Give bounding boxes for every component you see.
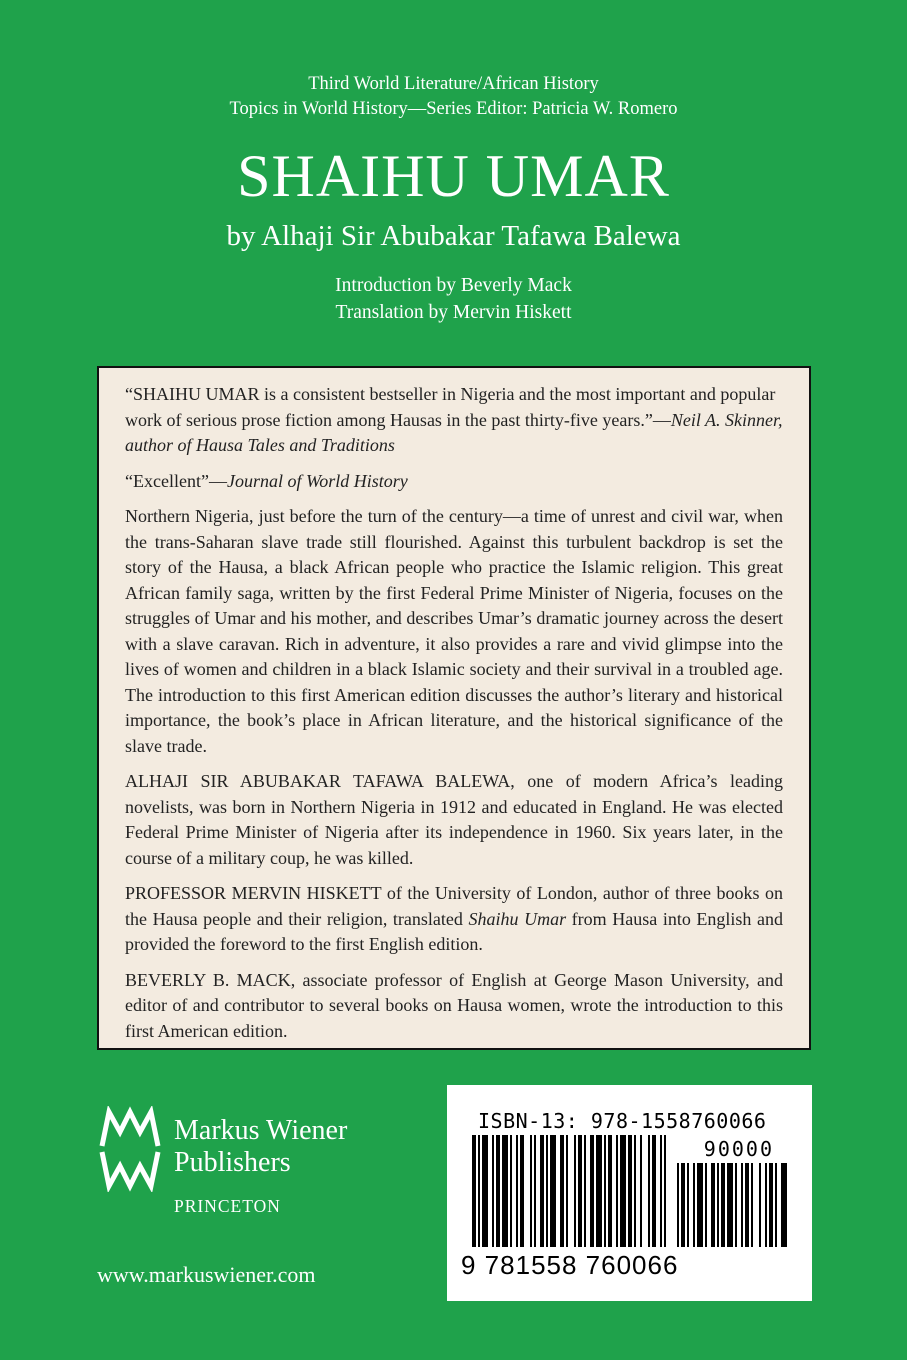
introducer-bio: BEVERLY B. MACK, associate professor of English at George Mason University, and editor of and contributor to several books on Hausa women, wrote the introduction to this first American edition. (125, 969, 783, 1041)
price-code: 90000 (703, 1137, 774, 1161)
translator-bio-part-b: from Hausa into English and provided the foreword to the first English edition. (125, 908, 783, 954)
barcode-bar (628, 1135, 632, 1247)
barcode-bar (546, 1135, 548, 1247)
addon-bar (677, 1163, 679, 1247)
barcode-bar (596, 1135, 602, 1247)
review-quote-1 (125, 382, 783, 459)
publisher-city: PRINCETON (174, 1196, 281, 1216)
addon-bar (751, 1163, 753, 1247)
translator-bio (125, 881, 783, 958)
series-line-1: Third World Literature/African History (308, 74, 599, 94)
addon-bar (711, 1163, 715, 1247)
ean-digits: 9 781558 760066 (461, 1250, 679, 1280)
barcode-bar (482, 1135, 488, 1247)
barcode-bar (574, 1135, 576, 1247)
barcode-bar (492, 1135, 494, 1247)
quote-1-text: “SHAIHU UMAR is a consistent bestseller in Nigeria and the most important and popular work of serious prose fiction among Hausas in the past thirty-five years.”— (125, 384, 776, 430)
barcode-bar (590, 1135, 594, 1247)
translator-bio-title: Shaihu Umar (468, 908, 567, 929)
barcode-bar (652, 1135, 656, 1247)
author-bio: ALHAJI SIR ABUBAKAR TAFAWA BALEWA, one of modern Africa’s leading novelists, was born in Northern Nigeria in 1912 and educated in England. He was elected Federal Prime Minister of Nigeria after its independence in 1960. Six years later, in the course of a military coup, he was killed. (125, 771, 783, 868)
barcode-bar (584, 1135, 586, 1247)
barcode-bar (534, 1135, 536, 1247)
barcode-bar (560, 1135, 564, 1247)
publisher-url: www.markuswiener.com (97, 1262, 316, 1287)
barcode-bar (634, 1135, 636, 1247)
series-info (0, 72, 907, 122)
addon-bar (735, 1163, 737, 1247)
publisher-name (174, 1115, 347, 1179)
quote-2-text: “Excellent”— (125, 470, 227, 491)
addon-bar (775, 1163, 777, 1247)
intro-credit: Introduction by Beverly Mack (335, 275, 572, 296)
addon-bar (697, 1163, 703, 1247)
publisher-name-line-1: Markus Wiener (174, 1115, 348, 1146)
barcode-bar (478, 1135, 480, 1247)
addon-bar (745, 1163, 749, 1247)
book-title: SHAIHU UMAR (237, 143, 670, 209)
barcode-bar (664, 1135, 666, 1247)
barcode-bar (660, 1135, 662, 1247)
barcode-bar (648, 1135, 650, 1247)
barcode-bar (496, 1135, 500, 1247)
isbn-label: ISBN-13: 978-1558760066 (478, 1109, 767, 1133)
barcode-bar (608, 1135, 612, 1247)
translation-credit: Translation by Mervin Hiskett (335, 302, 572, 323)
addon-bar (727, 1163, 733, 1247)
addon-bar (693, 1163, 695, 1247)
addon-bar (769, 1163, 773, 1247)
barcode-bar (604, 1135, 606, 1247)
barcode-bar (502, 1135, 508, 1247)
book-description: Northern Nigeria, just before the turn of the century—a time of unrest and civil war, when the trans-Saharan slave trade still flourished. Against this turbulent backdrop is set the story of the Hausa, a black African people who practice the Islamic religion. This great African family saga, written by the first Federal Prime Minister of Nigeria, focuses on the struggles of Umar and his mother, and describes Umar’s dramatic journey across the desert with a slave caravan. Rich in adventure, it also provides a rare and vivid glimpse into the lives of women and children in a black Islamic society and their survival in a troubled age. The introduction to this first American edition discusses the author’s literary and historical importance, the book’s place in African literature, and the historical significance of the slave trade. (125, 506, 783, 756)
series-line-2: Topics in World History—Series Editor: Patricia W. Romero (229, 99, 678, 119)
barcode-bar (520, 1135, 524, 1247)
barcode-bar (540, 1135, 544, 1247)
barcode-bar (510, 1135, 512, 1247)
addon-bar (721, 1163, 725, 1247)
barcode-bar (620, 1135, 626, 1247)
addon-bar (741, 1163, 743, 1247)
barcode-bar (516, 1135, 518, 1247)
barcode-bar (616, 1135, 618, 1247)
blurb-panel (97, 366, 811, 1050)
review-quote-2 (125, 469, 783, 495)
credits (0, 272, 907, 326)
mw-monogram-icon (97, 1106, 163, 1192)
barcode-bar (578, 1135, 582, 1247)
barcode-bar (550, 1135, 556, 1247)
translator-bio-part-a: PROFESSOR MERVIN HISKETT of the University of London, author of three books on the Hausa people and their religion, translated (125, 883, 783, 929)
barcode-bar (472, 1135, 476, 1247)
barcode-bar (530, 1135, 532, 1247)
publisher-name-line-2: Publishers (174, 1147, 291, 1178)
quote-2-source: Journal of World History (226, 470, 408, 491)
book-author: by Alhaji Sir Abubakar Tafawa Balewa (226, 220, 681, 252)
addon-bar (759, 1163, 761, 1247)
barcode-bar (566, 1135, 568, 1247)
quote-1-source: Neil A. Skinner, author of Hausa Tales and Traditions (125, 409, 783, 455)
addon-bar (765, 1163, 767, 1247)
addon-bar (781, 1163, 787, 1247)
barcode-panel (447, 1085, 812, 1301)
addon-bar (687, 1163, 689, 1247)
barcode-bar (640, 1135, 642, 1247)
addon-bar (681, 1163, 685, 1247)
addon-bar (705, 1163, 707, 1247)
addon-bar (717, 1163, 719, 1247)
